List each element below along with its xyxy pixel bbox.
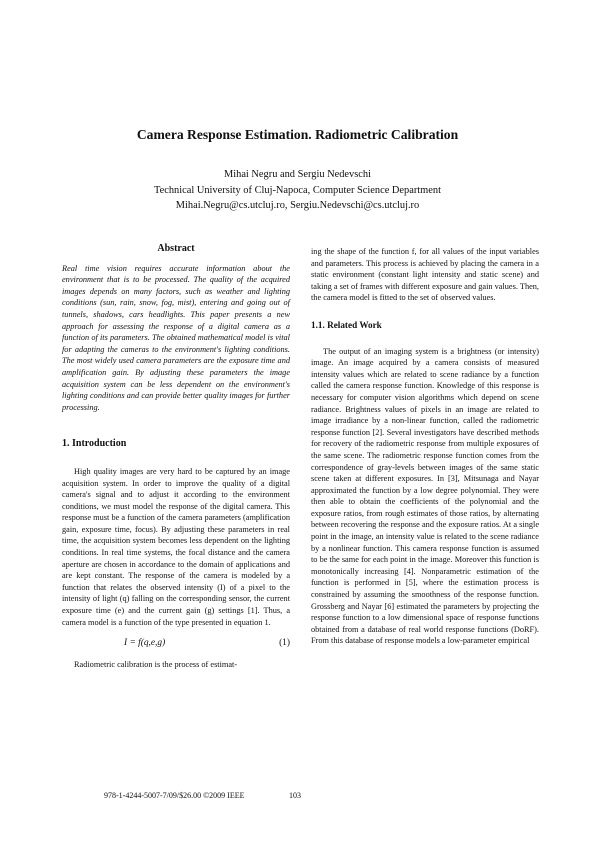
related-work-heading: 1.1. Related Work xyxy=(311,319,382,330)
calibration-paragraph-continued: ing the shape of the function f, for all values of the input variables and parameters. This process is achieved by placing the camera in a static environment (constant light intensity and static scene) and taking a set of frames with different exposure and gain values. Then, the camera model is fitted to the set of observed values. xyxy=(311,247,539,303)
paper-title: Camera Response Estimation. Radiometric Calibration xyxy=(136,127,459,142)
author-block xyxy=(0,167,595,214)
introduction-paragraph: High quality images are very hard to be captured by an image acquisition system. In order to improve the quality of a digital camera's signal and to adjust it according to the environment conditions, we must model the response of the digital camera. This response must be a function of the camera parameters (amplification gain, exposure time, focus). By adjusting these parameters in real time, the acquisition system becomes less dependent on the lighting conditions. In real time systems, the focal distance and the camera aperture are chosen in accordance to the domain of applications and are kept constant. The response of the camera is modeled by a function that relates the observed intensity (I) of a pixel to the intensity of light (q) falling on the corresponding sensor, the current exposure time (e) and the current gain (g) settings [1]. Thus, a camera model is a function of the type presented in equation 1. xyxy=(62,466,290,627)
calibration-paragraph-start: Radiometric calibration is the process of estimat- xyxy=(74,660,238,670)
footer-copyright: 978-1-4244-5007-7/09/$26.00 ©2009 IEEE xyxy=(104,791,245,800)
abstract-text: Real time vision requires accurate information about the environment that is to be processed. The quality of the acquired images depends on many factors, such as weather and lighting conditions (sun, rain, snow, fog, mist), entering and going out of tunnels, shadows, cars headlights. This paper presents a new approach for assessing the response of a digital camera as a function of its parameters. The obtained mathematical model is vital for adapting the cameras to the environment's lighting conditions. The most widely used camera parameters are the exposure time and amplification gain. By adjusting these parameters the image acquisition system can be less dependent on the environment's lighting conditions and can provide better quality images for further processing. xyxy=(62,263,290,412)
equation-1 xyxy=(62,638,290,651)
abstract-heading: Abstract xyxy=(157,243,195,254)
introduction-heading: 1. Introduction xyxy=(62,438,127,450)
right-column xyxy=(311,246,539,647)
author-names: Mihai Negru and Sergiu Nedevschi xyxy=(224,169,371,180)
equation-number: (1) xyxy=(279,638,290,649)
equation-expression: I = f(q,e,g) xyxy=(124,638,166,649)
author-emails: Mihai.Negru@cs.utcluj.ro, Sergiu.Nedevschi@cs.utcluj.ro xyxy=(175,200,420,212)
author-affiliation: Technical University of Cluj-Napoca, Computer Science Department xyxy=(154,184,441,196)
left-column xyxy=(62,243,290,671)
page-number: 103 xyxy=(289,791,301,800)
related-work-paragraph: The output of an imaging system is a brightness (or intensity) image. An image acquired by a camera consists of measured intensity values which are related to scene radiance by a function called the camera response function. Knowledge of this response is necessary for computer vision algorithms which depend on scene radiance. Brightness values of pixels in an image are related to image irradiance by a non-linear function, called the radiometric response function [2]. Several investigators have described methods for recovery of the radiometric response from multiple exposures of the same scene. The radiometric response function comes from the correspondence of gray-levels between images of the same static scene taken at different exposures. In [3], Mitsunaga and Nayar approximated the function by a low degree polynomial. They were then able to obtain the coefficients of the polynomial and the exposure ratios, from rough estimates of those ratios, by alternating between recovering the response and the exposure ratios. At a single point in the image, an intensity value is related to the scene radiance by a nonlinear function. This camera response function is assumed to be the same for each point in the image. Moreover this function is monotonically increasing [4]. Nonparametric estimation of the function is performed in [5], where the estimation process is constrained by assuming the smoothness of the response function. Grossberg and Nayar [6] estimated the parameters by projecting the response function to a low dimensional space of response functions obtained from a database of real world response functions (DoRF). From this database of response models a low-parameter empirical xyxy=(311,346,539,646)
